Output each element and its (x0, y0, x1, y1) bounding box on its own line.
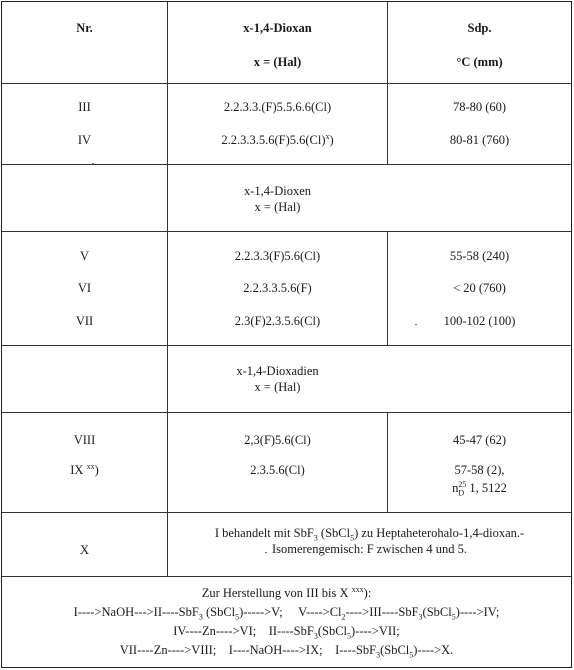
row-divider (2, 83, 571, 84)
desc-text: I behandelt mit SbF (214, 526, 314, 540)
sub: 3 (198, 612, 203, 622)
header-compound-subtitle: x = (Hal) (253, 55, 302, 69)
reaction-text: )----->V; V---->Cl (239, 605, 342, 619)
row-boiling-point: 57-58 (2), (454, 463, 505, 477)
footnote-mark: xx (86, 461, 95, 471)
row-boiling-point: 55-58 (240) (449, 249, 510, 263)
sub: 5 (451, 612, 456, 622)
sub-3: 3 (313, 533, 318, 543)
header-compound-title: x-1,4-Dioxan (243, 21, 312, 35)
row-boiling-point: 78-80 (60) (452, 100, 507, 114)
section-subtitle: x = (Hal) (254, 380, 301, 394)
footer-title-text: Zur Herstellung von III bis X (201, 586, 349, 600)
sub-5: 5 (350, 533, 355, 543)
row-divider (2, 231, 571, 232)
footer-line-2 (2, 624, 571, 641)
sub: 2 (341, 612, 346, 622)
footnote-paren: ) (329, 133, 334, 147)
scan-speck (415, 324, 417, 325)
row-nr: IV (77, 133, 92, 147)
row-compound (168, 133, 387, 147)
row-nr: VIII (73, 433, 96, 447)
desc-text: ) zu Heptaheterohalo-1,4-dioxan.- (354, 526, 525, 540)
sub: 3 (313, 631, 318, 641)
reaction-text: IV----Zn---->VI; II----SbF (173, 624, 314, 638)
row-boiling-point: < 20 (760) (453, 281, 506, 295)
row-compound: 2,3(F)5.6(Cl) (244, 433, 311, 447)
reaction-text: (SbCl (202, 605, 236, 619)
reaction-text: (SbCl (422, 605, 452, 619)
reaction-text: )---->X. (413, 643, 454, 657)
reaction-text: )---->VII; (351, 624, 400, 638)
sub: 3 (376, 650, 381, 660)
reaction-text: (SbCl (317, 624, 348, 638)
sub: 5 (347, 631, 352, 641)
refractive-n: n (452, 481, 459, 495)
row-nr: VII (75, 314, 94, 328)
section-title: x-1,4-Dioxadien (236, 364, 319, 378)
reaction-text: )---->IV; (455, 605, 500, 619)
row-divider (2, 164, 571, 165)
reaction-text: (SbCl (380, 643, 410, 657)
header-boiling-point: Sdp. (467, 21, 492, 35)
row-x-description (168, 526, 571, 543)
scan-speck (265, 552, 267, 553)
row-nr: V (79, 249, 90, 263)
sub: 5 (235, 612, 240, 622)
section-title: x-1,4-Dioxen (244, 184, 311, 198)
row-compound: 2.2.3.3(F)5.6(Cl) (234, 249, 321, 263)
row-divider (2, 412, 571, 413)
footnote-paren: ) (94, 463, 99, 477)
row-x-description-line2: Isomerengemisch: F zwischen 4 und 5. (271, 542, 468, 556)
row-boiling-point: 80-81 (760) (449, 133, 510, 147)
row-divider (2, 512, 571, 513)
row-compound: 2.2.3.3.5.6(F) (243, 281, 312, 295)
row-compound: 2.3(F)2.3.5.6(Cl) (234, 314, 321, 328)
footnote-mark: xxx (351, 584, 364, 594)
compound-text: 2.2.3.3.5.6(F)5.6(Cl) (221, 133, 326, 147)
footer-title (2, 586, 571, 600)
document-page (1, 1, 572, 668)
row-nr: III (78, 100, 91, 114)
row-nr: X (79, 543, 90, 557)
sub: 3 (418, 612, 423, 622)
refractive-value: 1, 5122 (469, 481, 507, 495)
footer-title-end: ): (363, 586, 372, 600)
row-nr: VI (77, 281, 92, 295)
section-subtitle: x = (Hal) (254, 200, 301, 214)
header-nr: Nr. (76, 21, 93, 35)
row-divider (2, 345, 571, 346)
refractive-temp: 25 (458, 479, 467, 489)
row-compound: 2.2.3.3.(F)5.5.6.6(Cl) (223, 100, 332, 114)
refractive-d: D (458, 488, 465, 498)
reaction-text: I---->NaOH--->II----SbF (73, 605, 199, 619)
header-unit: °C (mm) (456, 55, 503, 69)
footnote-mark: x (325, 131, 330, 141)
reaction-text: VII----Zn---->VIII; I----NaOH---->IX; I----SbF (119, 643, 377, 657)
row-compound: 2.3.5.6(Cl) (250, 463, 305, 477)
sub: 5 (409, 650, 414, 660)
refractive-index (388, 479, 571, 498)
column-divider-right (387, 412, 388, 512)
row-boiling-point: 45-47 (62) (452, 433, 507, 447)
nr-text: IX (70, 463, 84, 477)
row-boiling-point: 100-102 (100) (443, 314, 516, 328)
scan-speck (92, 163, 94, 164)
row-divider (2, 576, 571, 577)
footer-line-3 (2, 643, 571, 660)
reaction-text: ---->III----SbF (345, 605, 419, 619)
desc-text: (SbCl (317, 526, 351, 540)
row-nr (2, 463, 167, 477)
footer-line-1 (2, 605, 571, 622)
